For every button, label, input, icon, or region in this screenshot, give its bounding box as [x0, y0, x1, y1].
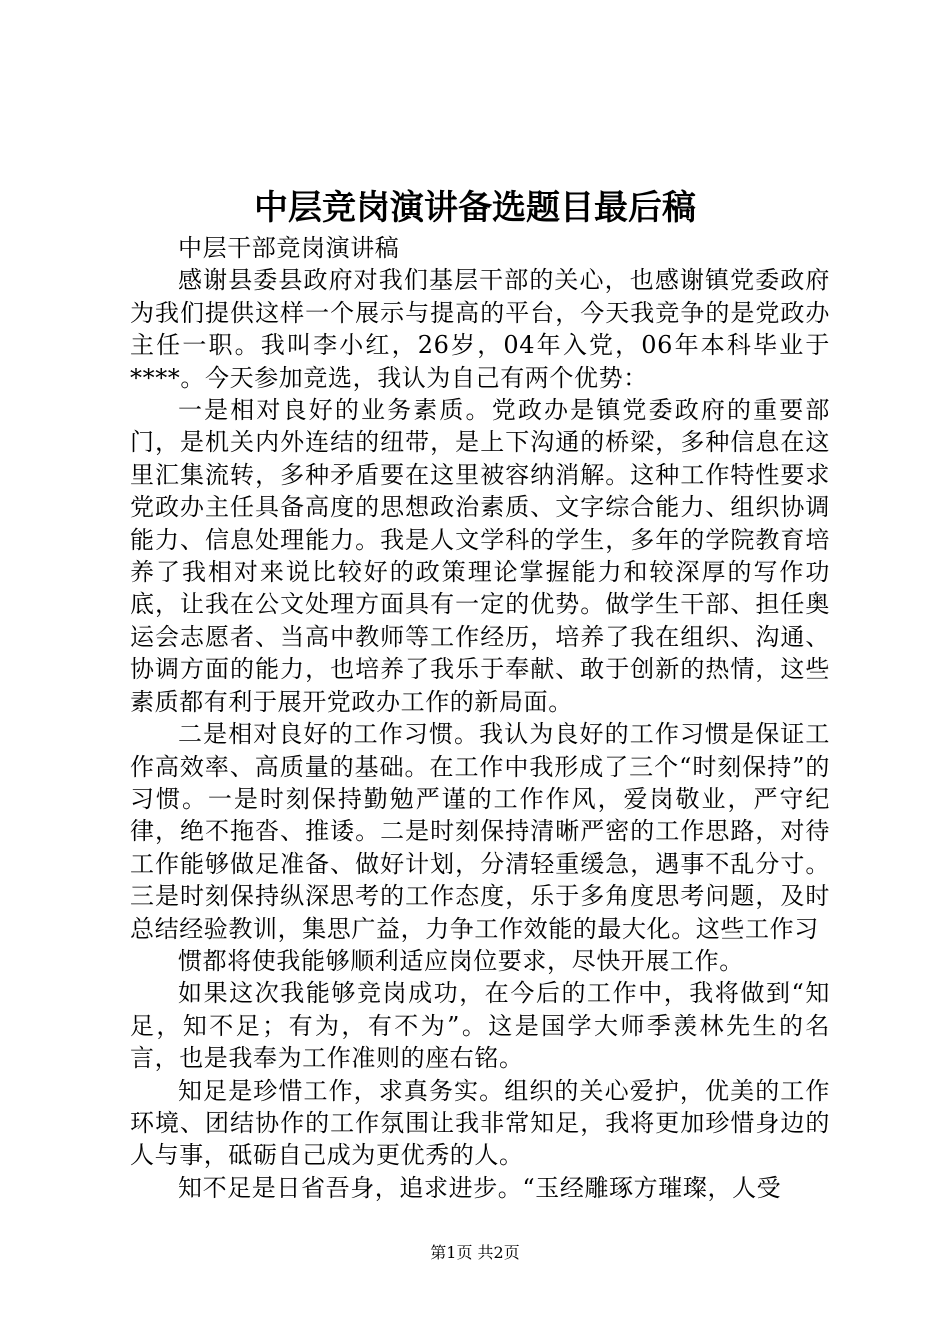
paragraph: 一是相对良好的业务素质。党政办是镇党委政府的重要部门，是机关内外连结的纽带，是上下沟通的桥梁，多种信息在这里汇集流转，多种矛盾要在这里被容纳消解。这种工作特性要求党政办主任具备高度的思想政治素质、文字综合能力、组织协调能力、信息处理能力。我是人文学科的学生，多年的学院教育培养了我相对来说比较好的政策理论掌握能力和较深厚的写作功底，让我在公文处理方面具有一定的优势。做学生干部、担任奥运会志愿者、当高中教师等工作经历，培养了我在组织、沟通、协调方面的能力，也培养了我乐于奉献、敢于创新的热情，这些素质都有利于展开党政办工作的新局面。 — [130, 396, 830, 716]
paragraph: 二是相对良好的工作习惯。我认为良好的工作习惯是保证工作高效率、高质量的基础。在工作中我形成了三个“时刻保持”的习惯。一是时刻保持勤勉严谨的工作作风，爱岗敬业，严守纪律，绝不拖沓、推诿。二是时刻保持清晰严密的工作思路，对待工作能够做足准备、做好计划，分清轻重缓急，遇事不乱分寸。三是时刻保持纵深思考的工作态度，乐于多角度思考问题，及时总结经验教训，集思广益，力争工作效能的最大化。这些工作习 — [130, 720, 830, 943]
paragraph: 知足是珍惜工作，求真务实。组织的关心爱护，优美的工作环境、团结协作的工作氛围让我非常知足，我将更加珍惜身边的人与事，砥砺自己成为更优秀的人。 — [130, 1076, 830, 1170]
page-footer: 第1页 共2页 — [430, 1243, 520, 1262]
paragraph: 惯都将使我能够顺利适应岗位要求，尽快开展工作。 — [178, 946, 744, 975]
paragraph: 中层干部竞岗演讲稿 — [178, 234, 400, 262]
document-title: 中层竞岗演讲备选题目最后稿 — [254, 188, 696, 228]
paragraph: 如果这次我能够竞岗成功，在今后的工作中，我将做到“知足，知不足；有为，有不为”。这是国学大师季羡林先生的名言，也是我奉为工作准则的座右铭。 — [130, 979, 830, 1073]
paragraph: 感谢县委县政府对我们基层干部的关心，也感谢镇党委政府为我们提供这样一个展示与提高的平台，今天我竞争的是党政办主任一职。我叫李小红，26岁，04年入党，06年本科毕业于****。今天参加竞选，我认为自己有两个优势： — [130, 266, 830, 392]
paragraph: 知不足是日省吾身，追求进步。“玉经雕琢方璀璨，人受 — [178, 1173, 782, 1202]
document-body — [130, 232, 830, 1204]
